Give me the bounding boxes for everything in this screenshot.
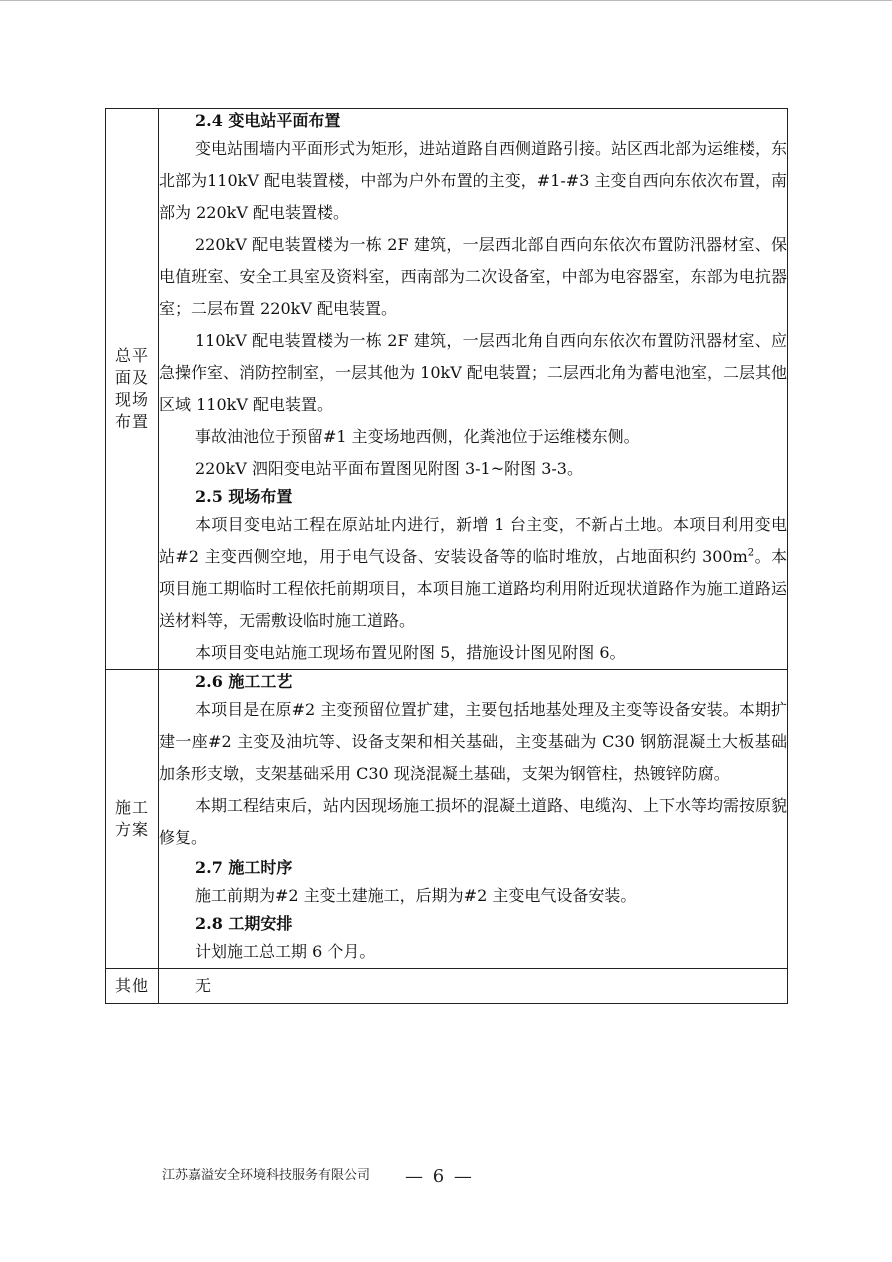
paragraph: 110kV 配电装置楼为一栋 2F 建筑，一层西北角自西向东依次布置防汛器材室、应急操作室、消防控制室，一层其他为 10kV 配电装置；二层西北角为蓄电池室，二层其他区域 110kV 配电装置。	[159, 331, 787, 414]
superscript: 2	[747, 547, 755, 559]
row-label-layout: 总平 面及 现场 布置	[106, 109, 159, 670]
other-value: 无	[195, 976, 212, 995]
row-label-other: 其他	[106, 969, 159, 1004]
heading-2-5: 2.5 现场布置	[195, 487, 293, 506]
table-row-other	[106, 969, 788, 1004]
paragraph: 施工前期为#2 主变土建施工，后期为#2 主变电气设备安装。	[195, 886, 637, 905]
paragraph: 本项目是在原#2 主变预留位置扩建，主要包括地基处理及主变等设备安装。本期扩建一座#2 主变及油坑等、设备支架和相关基础，主变基础为 C30 钢筋混凝土大板基础加条形支墩，支架基础采用 C30 现浇混凝土基础，支架为钢管柱，热镀锌防腐。	[159, 700, 787, 783]
row-content-layout	[159, 109, 788, 670]
info-table	[105, 108, 788, 1004]
table-row-layout	[106, 109, 788, 670]
row-content-other	[159, 969, 788, 1004]
paragraph-part: 本项目变电站工程在原站址内进行，新增 1 台主变，不新占土地。本项目利用变电站#2 主变西侧空地，用于电气设备、安装设备等的临时堆放，占地面积约 300m	[159, 515, 787, 566]
row-content-construction	[159, 670, 788, 969]
paragraph: 计划施工总工期 6 个月。	[195, 942, 376, 961]
heading-2-4: 2.4 变电站平面布置	[195, 111, 341, 130]
heading-2-8: 2.8 工期安排	[195, 914, 293, 933]
paragraph: 本项目变电站施工现场布置见附图 5，措施设计图见附图 6。	[195, 643, 626, 662]
paragraph: 变电站围墙内平面形式为矩形，进站道路自西侧道路引接。站区西北部为运维楼，东北部为110kV 配电装置楼，中部为户外布置的主变，#1-#3 主变自西向东依次布置，南部为 220kV 配电装置楼。	[159, 139, 788, 222]
table-row-construction	[106, 670, 788, 969]
paragraph: 事故油池位于预留#1 主变场地西侧，化粪池位于运维楼东侧。	[195, 427, 640, 446]
paragraph-site-area	[159, 509, 787, 637]
paragraph: 220kV 泗阳变电站平面布置图见附图 3-1~附图 3-3。	[195, 459, 583, 478]
paragraph: 本期工程结束后，站内因现场施工损坏的混凝土道路、电缆沟、上下水等均需按原貌修复。	[159, 796, 788, 847]
top-border-line	[0, 0, 892, 1]
footer-company: 江苏嘉溢安全环境科技服务有限公司	[162, 1168, 371, 1183]
heading-2-6: 2.6 施工工艺	[195, 672, 293, 691]
row-label-construction: 施工 方案	[106, 670, 159, 969]
page-number: — 6 —	[405, 1166, 474, 1187]
paragraph-part: 。本项目施工期临时工程依托前期项目，本项目施工道路均利用附近现状道路作为施工道路运送材料等，无需敷设临时施工道路。	[159, 547, 787, 630]
paragraph: 220kV 配电装置楼为一栋 2F 建筑，一层西北部自西向东依次布置防汛器材室、保电值班室、安全工具室及资料室，西南部为二次设备室，中部为电容器室，东部为电抗器室；二层布置 220kV 配电装置。	[159, 235, 787, 318]
heading-2-7: 2.7 施工时序	[195, 858, 293, 877]
